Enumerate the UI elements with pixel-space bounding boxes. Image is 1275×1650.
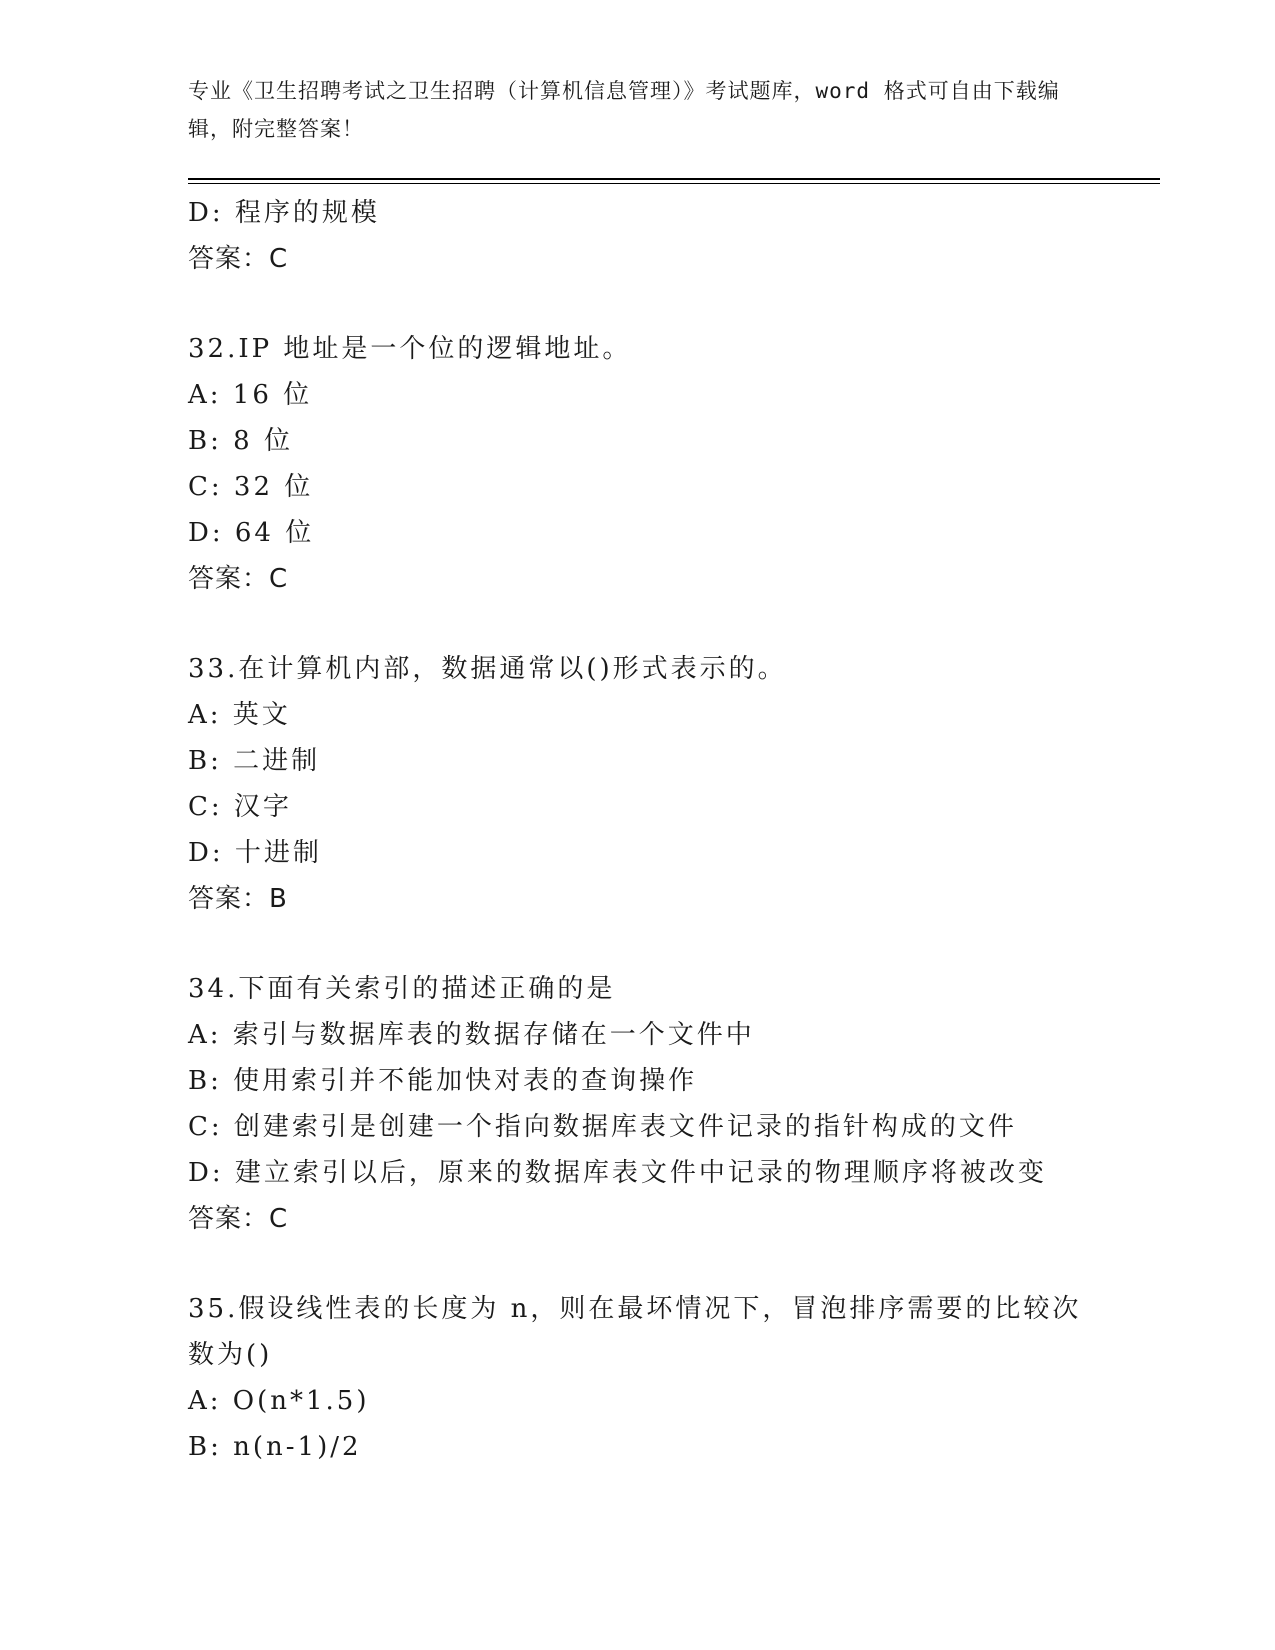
option-a: A: O(n*1.5) (188, 1386, 370, 1416)
answer: 答案：C (188, 564, 289, 594)
option-b: B: 使用索引并不能加快对表的查询操作 (188, 1066, 698, 1096)
option-a: A: 索引与数据库表的数据存储在一个文件中 (188, 1020, 755, 1050)
question-35 (188, 1286, 1160, 1470)
option-d: D: 十进制 (188, 838, 322, 868)
question-stem: 35.假设线性表的长度为 n，则在最坏情况下，冒泡排序需要的比较次数为() (188, 1294, 1082, 1370)
option-d: D: 64 位 (188, 518, 315, 548)
question-stem: 32.IP 地址是一个位的逻辑地址。 (188, 334, 632, 364)
header-text: 专业《卫生招聘考试之卫生招聘（计算机信息管理）》考试题库，word 格式可自由下载编辑，附完整答案！ (188, 79, 1060, 141)
option-c: C: 32 位 (188, 472, 314, 502)
answer: 答案：B (188, 884, 288, 914)
option-d: D: 程序的规模 (188, 198, 380, 228)
question-list (188, 190, 1160, 1470)
option-b: B: n(n-1)/2 (188, 1432, 362, 1462)
answer: 答案：C (188, 244, 289, 274)
question-33 (188, 646, 1160, 922)
question-stem: 33.在计算机内部，数据通常以()形式表示的。 (188, 654, 787, 684)
option-a: A: 英文 (188, 700, 291, 730)
question-32 (188, 326, 1160, 602)
option-c: C: 创建索引是创建一个指向数据库表文件记录的指针构成的文件 (188, 1112, 1017, 1142)
option-a: A: 16 位 (188, 380, 313, 410)
answer: 答案：C (188, 1204, 289, 1234)
document-header (188, 72, 1088, 148)
question-stem: 34.下面有关索引的描述正确的是 (188, 974, 616, 1004)
question-31-tail (188, 190, 1160, 282)
spacer (188, 922, 1160, 966)
spacer (188, 1242, 1160, 1286)
spacer (188, 602, 1160, 646)
header-divider (188, 178, 1160, 184)
option-b: B: 二进制 (188, 746, 321, 776)
option-c: C: 汉字 (188, 792, 292, 822)
spacer (188, 282, 1160, 326)
option-b: B: 8 位 (188, 426, 293, 456)
option-d: D: 建立索引以后，原来的数据库表文件中记录的物理顺序将被改变 (188, 1158, 1047, 1188)
question-34 (188, 966, 1160, 1242)
